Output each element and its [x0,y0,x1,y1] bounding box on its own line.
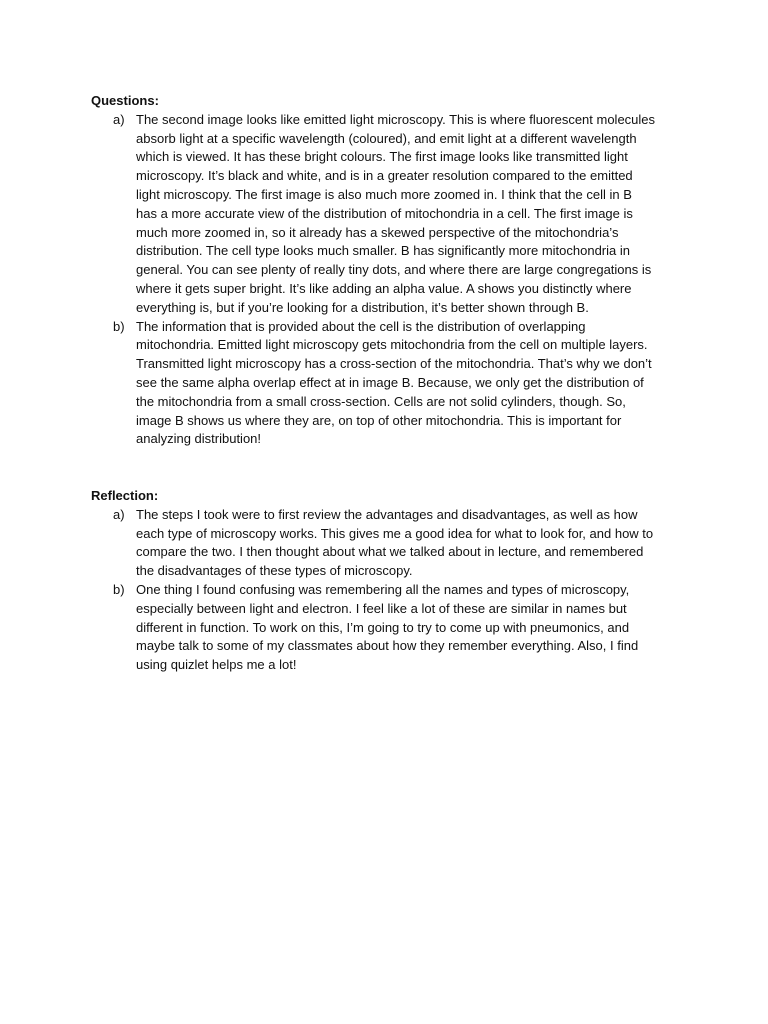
reflection-list [91,506,691,675]
question-text-b: The information that is provided about the cell is the distribution of overlapping mitochondria. Emitted light microscopy gets mitochondria from the cell on multiple layers. Transmitted light microscopy has a cross-section of the mitochondria. That’s why we don’t see the same alpha overlap effect at in image B. Because, we only get the distribution of the mitochondria from a small cross-section. Cells are not solid cylinders, though. So, image B shows us where they are, on top of other mitochondria. This is important for analyzing distribution! [136,318,652,447]
reflection-marker-b: b) [113,581,125,597]
question-marker-b: b) [113,318,125,334]
questions-heading: Questions: [91,93,159,108]
reflection-text-b: One thing I found confusing was remembering all the names and types of microscopy, especially between light and electron. I feel like a lot of these are similar in names but different in function. To work on this, I’m going to try to come up with pneumonics, and maybe talk to some of my classmates about how they remember everything. Also, I find using quizlet helps me a lot! [136,581,639,673]
reflection-section [91,487,691,675]
reflection-text-a: The steps I took were to first review the advantages and disadvantages, as well as how each type of microscopy works. This gives me a good idea for what to look for, and how to compare the two. I then thought about what we talked about in lecture, and remembered the disadvantages of these types of microscopy. [136,506,654,579]
reflection-heading: Reflection: [91,488,159,503]
questions-list [91,111,691,449]
reflection-item-b [91,581,691,675]
question-item-b [91,318,691,450]
question-item-a [91,111,691,318]
question-text-a: The second image looks like emitted light microscopy. This is where fluorescent molecules absorb light at a specific wavelength (coloured), and emit light at a different wavelength which is viewed. It has these bright colours. The first image looks like transmitted light microscopy. It’s black and white, and is in a greater resolution compared to the emitted light microscopy. The first image is also much more zoomed in. I think that the cell in B has a more accurate view of the distribution of mitochondria in a cell. The first image is much more zoomed in, so it already has a skewed perspective of the mitochondria’s distribution. The cell type looks much smaller. B has significantly more mitochondria in general. You can see plenty of really tiny dots, and where there are large congregations is where it gets super bright. It’s like adding an alpha value. A shows you distinctly where everything is, but if you’re looking for a distribution, it’s better shown through B. [136,111,656,315]
reflection-marker-a: a) [113,506,125,522]
question-marker-a: a) [113,111,125,127]
reflection-item-a [91,506,691,581]
questions-section [91,92,691,449]
